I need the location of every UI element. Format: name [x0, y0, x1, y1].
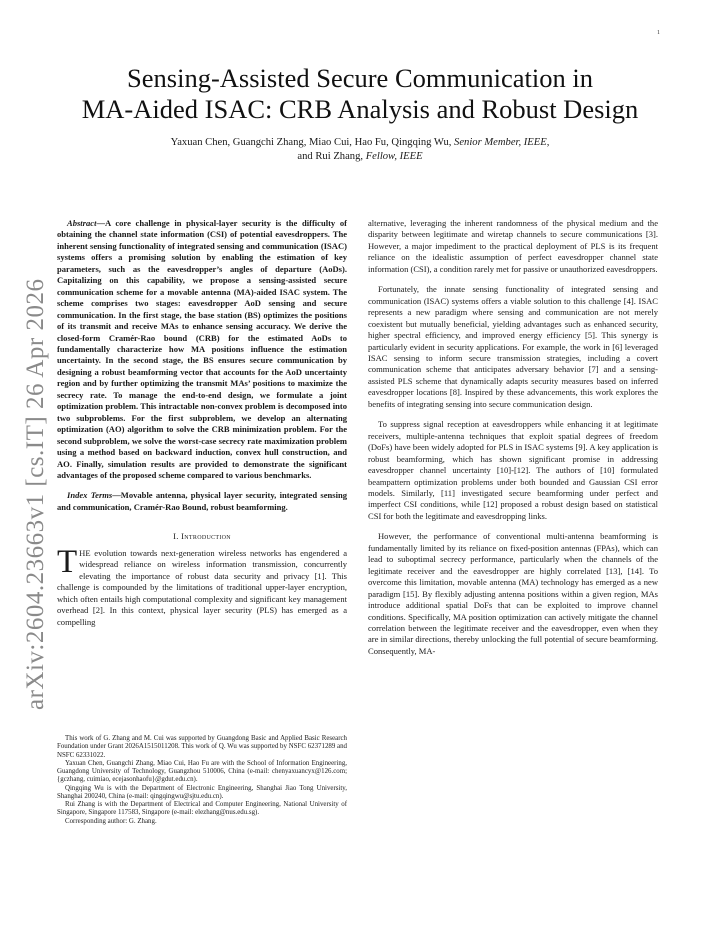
footnote-corresponding: Corresponding author: G. Zhang. [65, 817, 157, 825]
author-title-2: Fellow, IEEE [365, 151, 423, 162]
title-line-2: MA-Aided ISAC: CRB Analysis and Robust Design [81, 94, 639, 124]
index-terms-label: Index Terms [67, 490, 113, 501]
abstract-text: —A core challenge in physical-layer security is the difficulty of obtaining the channel state information (CSI) of potential eavesdroppers. The inherent sensing functionality of integrated sensing and communication (ISAC) systems offers a promising solution by enabling the estimation of key parameters, such as the eavesdropper’s angles of departure (AoDs). Capitalizing on this capability, we propose a sensing-assisted secure communication scheme for a movable antenna (MA)-aided ISAC system. The scheme comprises two stages: eavesdropper AoD sensing and secure communication. In the first stage, the base station (BS) optimizes the positions of its transmit and receive MAs to enhance sensing accuracy. We derive the closed-form Cramér-Rao bound (CRB) for the estimated AoDs to fundamentally characterize how MA positions influence the estimation uncertainty. In the second stage, the BS ensures secure communication by designing a robust beamforming vector that accounts for the AoD uncertainty region and by further optimizing the transmit MAs’ positions to maximize the secrecy rate. To manage the end-to-end design, we formulate a joint optimization problem. This intractable non-convex problem is decomposed into two subproblems. For the first subproblem, we develop an alternating optimization (AO) algorithm to solve the CRB minimization problem. For the second subproblem, we solve the worst-case secrecy rate maximization problem using a method based on backward induction, convex hull construction, and AO. Finally, simulation results are provided to demonstrate the significant advantages of the proposed scheme compared to various benchmarks. [57, 218, 347, 480]
author-names-2: and Rui Zhang, [297, 151, 364, 162]
body-paragraph: alternative, leveraging the inherent randomness of the physical medium and the disparity between legitimate and wiretap channels to secure communications [3]. However, a major impediment to the practical deployment of PLS is its frequent reliance on the idealistic assumption of perfect eavesdropper channel state information (CSI), a condition rarely met for passive or unauthorized eavesdroppers. [368, 218, 658, 274]
author-line-1 [60, 136, 660, 150]
footnote-funding: This work of G. Zhang and M. Cui was supported by Guangdong Basic and Applied Basic Research Foundation under Grant 2026A1515011208. This work of Q. Wu was supported by NSFC 62371289 and NSFC 62331022. [57, 735, 347, 759]
index-terms-text: —Movable antenna, physical layer security, integrated sensing and communication, Cramér-Rao Bound, robust beamforming. [57, 490, 347, 512]
author-list [60, 136, 660, 164]
author-names-1: Yaxuan Chen, Guangchi Zhang, Miao Cui, Hao Fu, Qingqing Wu, [170, 137, 452, 148]
abstract-label: Abstract [67, 218, 97, 228]
body-paragraph: However, the performance of conventional multi-antenna beamforming is fundamentally limited by its reliance on fixed-position antennas (FPAs), which can lead to suboptimal secrecy performance, particularly when the channels of the legitimate receiver and the eavesdropper are highly correlated [13], [14]. To overcome this limitation, movable antenna (MA) technology has emerged as a new paradigm [15]. By flexibly adjusting antenna positions within a given region, MAs introduce additional spatial DoFs that can be exploited to improve channel conditions. Specifically, MA position optimization can actively mitigate the channel correlation between the legitimate receiver and the eavesdropper, even when they are in similar directions, thereby unlocking the full potential of secure beamforming. Consequently, MA- [368, 531, 658, 656]
body-paragraph: Fortunately, the innate sensing functionality of integrated sensing and communication (ISAC) systems offers a viable solution to this challenge [4]. ISAC represents a new paradigm where sensing and communication are not merely coexistent but mutually beneficial, yielding advantages such as enhanced security, higher spectral efficiency, and improved energy efficiency [5]. This synergy is particularly evident in security applications. For example, the work in [6] leveraged ISAC sensing to inform secure transmission strategies, including a covert communication scheme that anticipates adversary behavior [7] and a sensing-assisted PLS scheme that dynamically adapts security measures based on inferred eavesdropper locations [8]. Inspired by these advancements, this work explores the benefits of integrating sensing into secure communication design. [368, 284, 658, 409]
footnote-affiliation-gdut[interactable]: Yaxuan Chen, Guangchi Zhang, Miao Cui, Hao Fu are with the School of Information Engineering, Guangdong University of Technology, Guangzhou 510006, China (e-mail: chenyaxuancyx@126.com; {gczhang, cuimiao, ecejasonhaofu}@gdut.edu.cn). [57, 759, 347, 784]
footnote-affiliation-nus[interactable]: Rui Zhang is with the Department of Electrical and Computer Engineering, National University of Singapore, Singapore 117583, Singapore (e-mail: elezhang@nus.edu.sg). [57, 801, 347, 817]
section-number: I. [173, 531, 179, 542]
intro-text: evolution towards next-generation wireless networks has engendered a widespread reliance on wireless information transmission, concurrently elevating the importance of robust data security and privacy [1]. This challenge is compounded by the limitations of traditional upper-layer encryption, which often entails high computational complexity and significant key management overhead [2]. In this context, physical layer security (PLS) has emerged as a compelling [57, 547, 347, 627]
author-title-1: Senior Member, IEEE, [454, 137, 550, 148]
page-number: 1 [657, 30, 660, 36]
section-heading-introduction [57, 531, 347, 542]
paper-title [40, 63, 680, 125]
section-title: Introduction [181, 531, 231, 542]
left-column [57, 218, 347, 628]
intro-paragraph [57, 543, 347, 628]
intro-lead: HE [79, 547, 91, 558]
abstract [57, 218, 347, 481]
body-paragraph: To suppress signal reception at eavesdroppers while enhancing it at legitimate receivers, multiple-antenna techniques that exploit spatial degrees of freedom (DoFs) have been widely adopted for PLS in ISAC systems [9]. A key application is robust beamforming, which has shown significant promise in addressing eavesdropper channel uncertainty [10]-[12]. The authors of [10] formulated beampattern optimization problems under both bounded and Gaussian CSI error models. Similarly, [11] investigated secure beamforming under perfect and imperfect CSI conditions, while [12] proposed a robust design based on statistical CSI for both the legitimate and eavesdropping links. [368, 419, 658, 521]
arxiv-identifier[interactable]: arXiv:2604.23663v1 [cs.IT] 26 Apr 2026 [22, 278, 49, 710]
author-line-2 [60, 150, 660, 164]
footnote-affiliation-sjtu[interactable]: Qingqing Wu is with the Department of Electronic Engineering, Shanghai Jiao Tong University, Shanghai 200240, China (e-mail: qingqingwu@sjtu.edu.cn). [57, 784, 347, 800]
footnotes [57, 735, 347, 826]
title-line-1: Sensing-Assisted Secure Communication in [127, 63, 593, 93]
drop-cap: T [57, 543, 78, 580]
index-terms [57, 490, 347, 513]
right-column [368, 218, 658, 657]
